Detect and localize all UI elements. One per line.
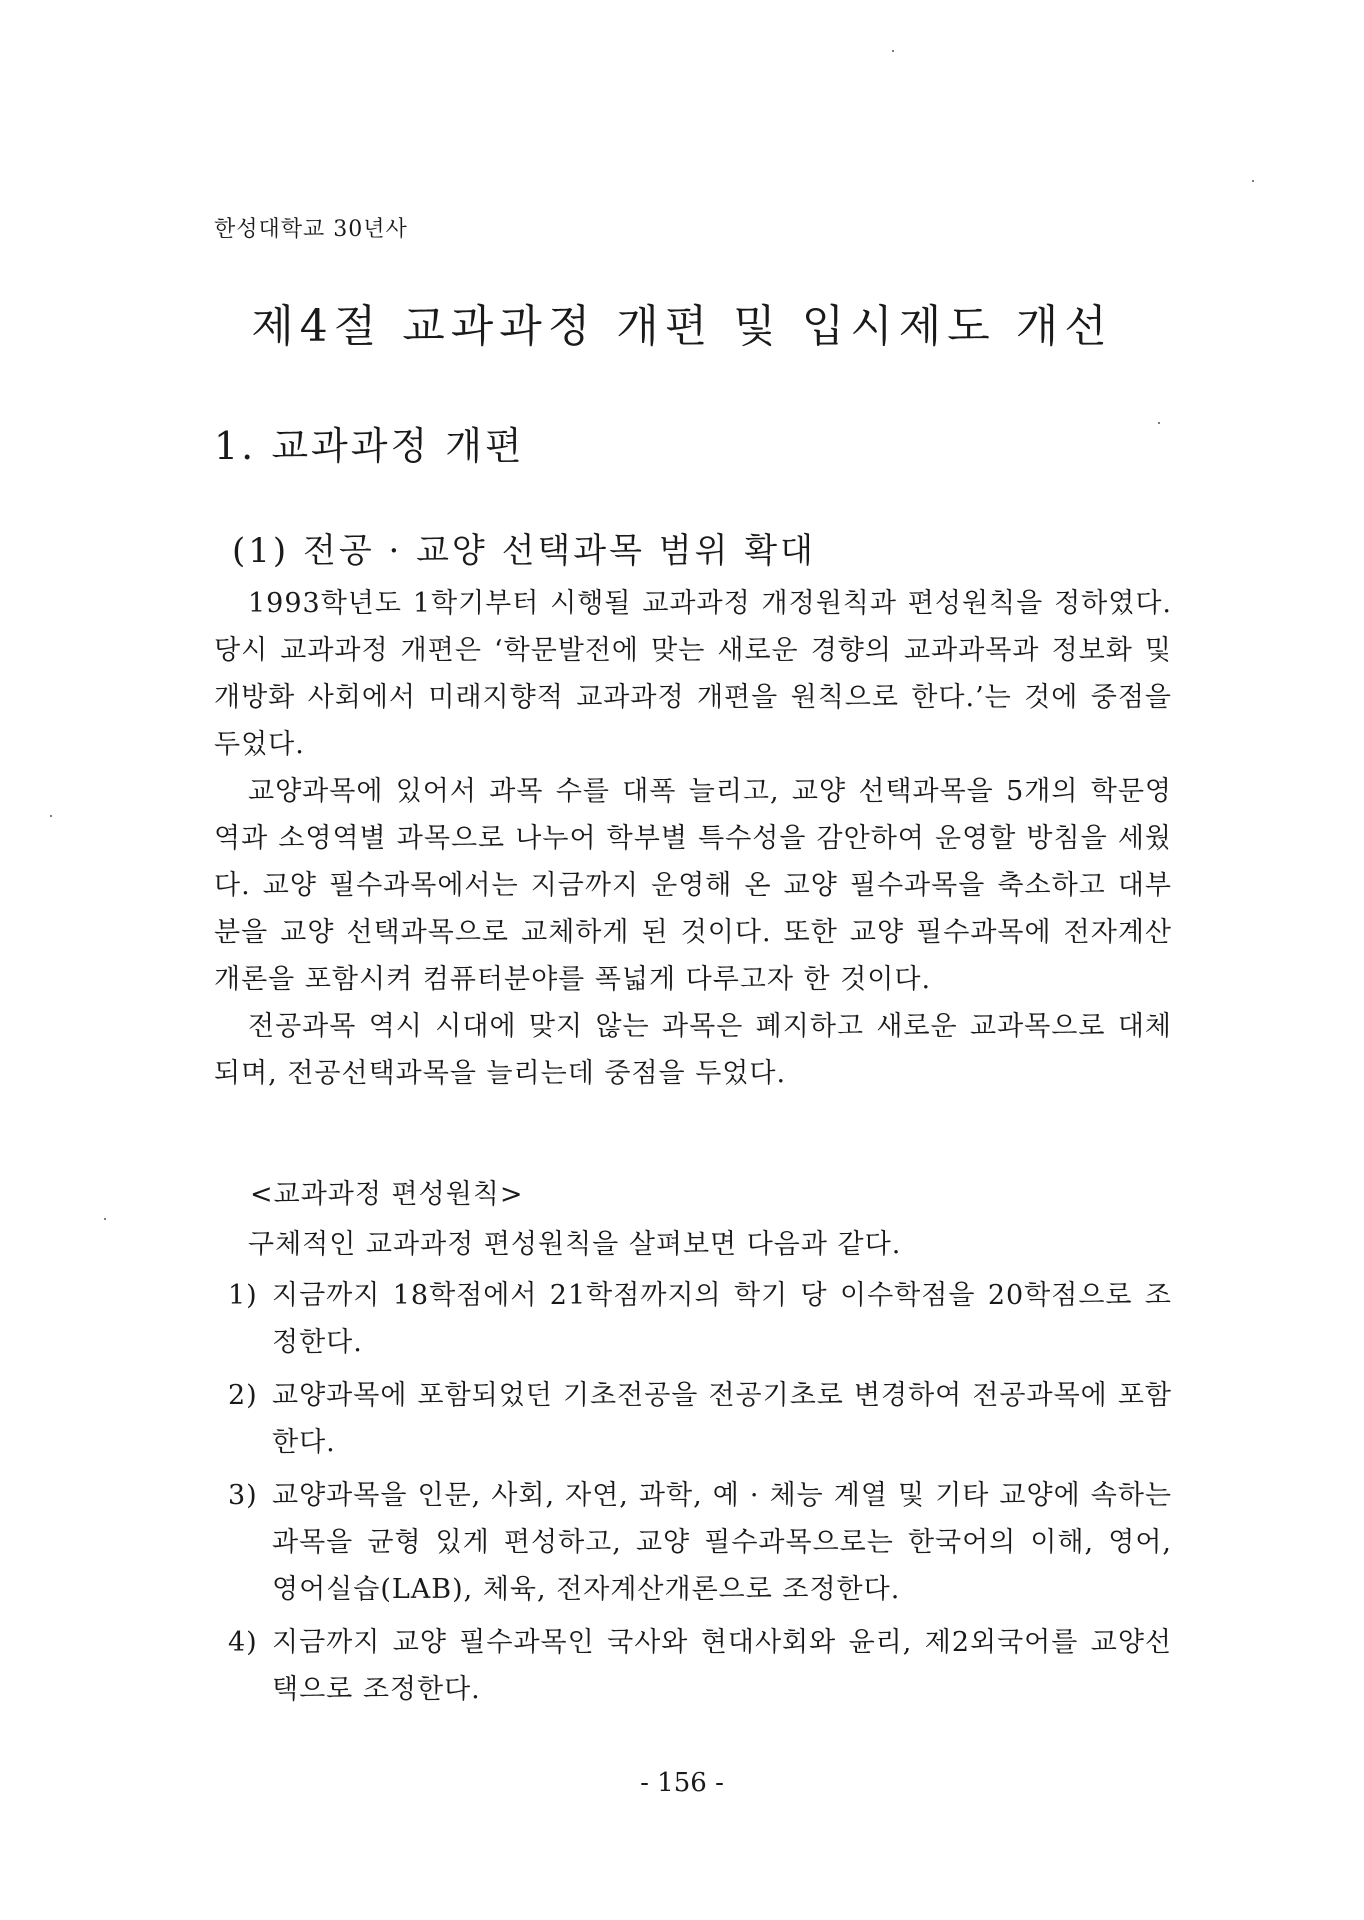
heading-curriculum-reform: 1. 교과과정 개편 bbox=[214, 424, 525, 468]
paragraph: 1993학년도 1학기부터 시행될 교과과정 개정원칙과 편성원칙을 정하였다. 당시 교과과정 개편은 ‘학문발전에 맞는 새로운 경향의 교과과목과 정보화 및 개방화 사회에서 미래지향적 교과과정 개편을 원칙으로 한다.’는 것에 중점을 두었다. bbox=[214, 588, 1172, 760]
heading-elective-expansion: (1) 전공 · 교양 선택과목 범위 확대 bbox=[232, 531, 816, 571]
page-number: - 156 - bbox=[640, 1768, 724, 1798]
list-item-text: 지금까지 교양 필수과목인 국사와 현대사회와 윤리, 제2외국어를 교양선택으로 조정한다. bbox=[272, 1627, 1172, 1705]
list-item-text: 교양과목을 인문, 사회, 자연, 과학, 예 · 체능 계열 및 기타 교양에 속하는 과목을 균형 있게 편성하고, 교양 필수과목으로는 한국어의 이해, 영어, 영어실습(LAB), 체육, 전자계산개론으로 조정한다. bbox=[272, 1480, 1172, 1605]
list-item-number: 1) bbox=[228, 1280, 258, 1311]
list-item-number: 4) bbox=[228, 1627, 258, 1658]
subheading-principles: <교과과정 편성원칙> bbox=[250, 1179, 524, 1210]
scan-speck bbox=[1252, 180, 1254, 182]
principles-intro: 구체적인 교과과정 편성원칙을 살펴보면 다음과 같다. bbox=[248, 1229, 902, 1260]
scan-speck bbox=[50, 815, 52, 817]
paragraph: 전공과목 역시 시대에 맞지 않는 과목은 폐지하고 새로운 교과목으로 대체되며, 전공선택과목을 늘리는데 중점을 두었다. bbox=[214, 1011, 1172, 1089]
list-item-number: 3) bbox=[228, 1480, 258, 1511]
scan-speck bbox=[892, 50, 894, 52]
list-item bbox=[214, 1372, 1172, 1466]
list-item bbox=[214, 1472, 1172, 1613]
list-item bbox=[214, 1272, 1172, 1366]
scan-speck bbox=[104, 1218, 106, 1220]
list-item bbox=[214, 1619, 1172, 1713]
running-header: 한성대학교 30년사 bbox=[214, 217, 408, 242]
list-item-text: 교양과목에 포함되었던 기초전공을 전공기초로 변경하여 전공과목에 포함한다. bbox=[272, 1380, 1172, 1458]
list-item-number: 2) bbox=[228, 1380, 258, 1411]
principles-list bbox=[214, 1272, 1172, 1719]
list-item-text: 지금까지 18학점에서 21학점까지의 학기 당 이수학점을 20학점으로 조정한다. bbox=[272, 1280, 1172, 1358]
paragraph: 교양과목에 있어서 과목 수를 대폭 늘리고, 교양 선택과목을 5개의 학문영역과 소영역별 과목으로 나누어 학부별 특수성을 감안하여 운영할 방침을 세웠다. 교양 필수과목에서는 지금까지 운영해 온 교양 필수과목을 축소하고 대부분을 교양 선택과목으로 교체하게 된 것이다. 또한 교양 필수과목에 전자계산개론을 포함시켜 컴퓨터분야를 폭넓게 다루고자 한 것이다. bbox=[214, 776, 1172, 995]
section-title: 제4절 교과과정 개편 및 입시제도 개선 bbox=[251, 301, 1113, 352]
scan-speck bbox=[1158, 422, 1160, 424]
body-text bbox=[214, 580, 1172, 1097]
